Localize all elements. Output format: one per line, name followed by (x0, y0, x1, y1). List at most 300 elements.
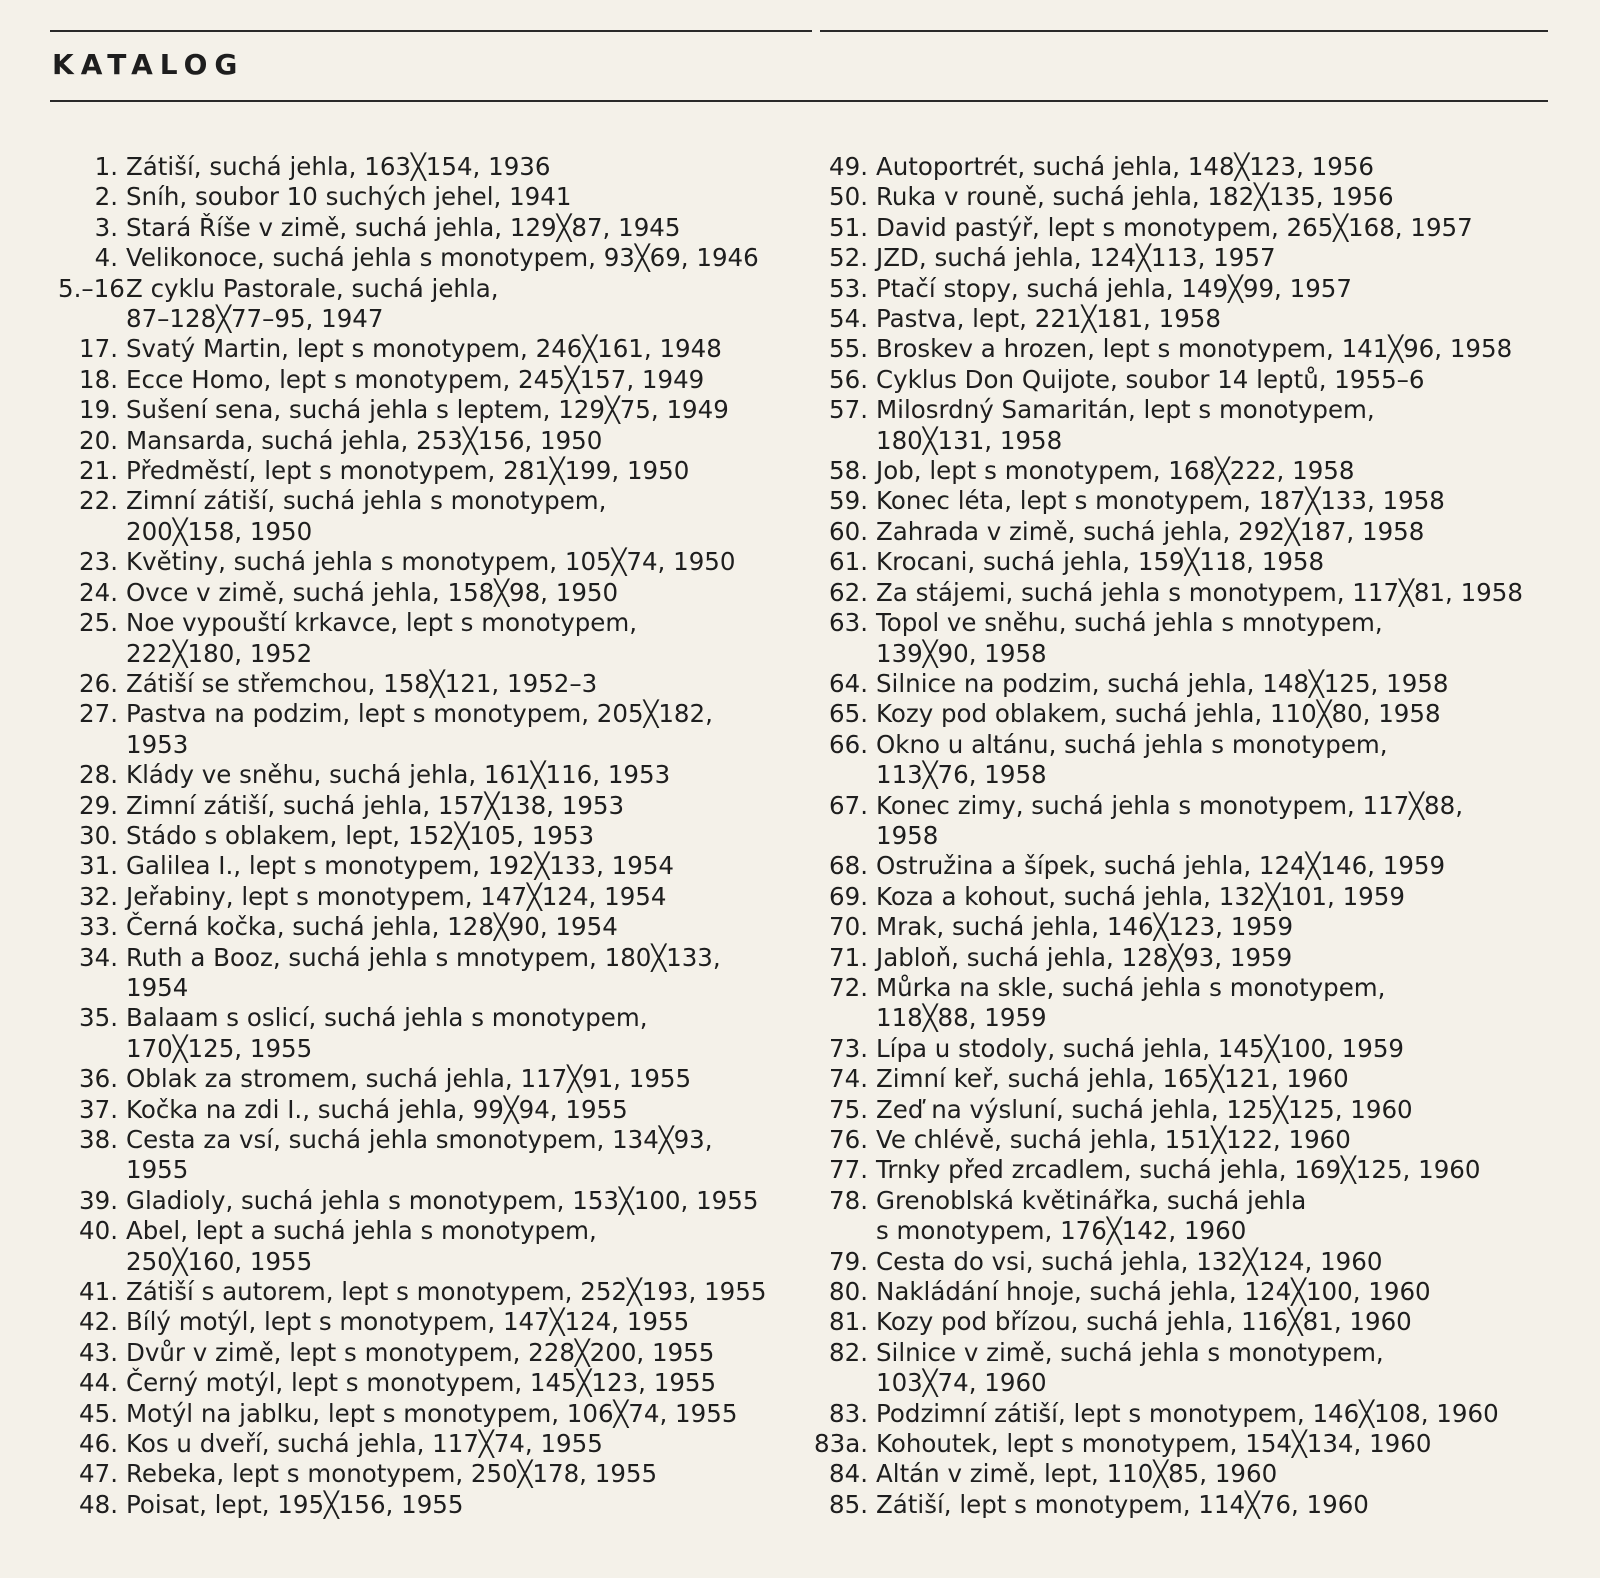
entry-number: 1. (94, 152, 118, 181)
entry-line: Černá kočka, suchá jehla, 128╳90, 1954 (126, 912, 618, 942)
entry-number: 24. (79, 577, 118, 607)
entry-number: 45. (79, 1398, 118, 1428)
catalog-entry (58, 426, 810, 456)
entry-text (876, 1459, 1548, 1489)
entry-number: 49. (829, 152, 868, 181)
entry-line: Cesta do vsi, suchá jehla, 132╳124, 1960 (876, 1246, 1383, 1276)
entry-text (876, 395, 1548, 456)
entry-text (876, 456, 1548, 486)
entry-number: 43. (79, 1337, 118, 1367)
catalog-entry (808, 730, 1548, 791)
entry-text (876, 973, 1548, 1034)
entry-line: Sušení sena, suchá jehla s leptem, 129╳75, 1949 (126, 395, 729, 425)
entry-line: 1953 (126, 729, 189, 759)
catalog-entry (808, 1155, 1548, 1185)
entry-number: 84. (829, 1459, 868, 1489)
entry-number: 51. (829, 212, 868, 242)
entry-number: 17. (79, 334, 118, 364)
catalog-entry (808, 365, 1548, 395)
entry-line: s monotypem, 176╳142, 1960 (876, 1216, 1247, 1246)
catalog-entry (808, 1125, 1548, 1155)
entry-text (126, 334, 810, 364)
catalog-entry (808, 851, 1548, 881)
entry-text (126, 578, 810, 608)
entry-text (126, 456, 810, 486)
entry-text (876, 1064, 1548, 1094)
entry-line: Topol ve sněhu, suchá jehla s mnotypem, (876, 608, 1383, 638)
entry-line: Podzimní zátiší, lept s monotypem, 146╳108, 1960 (876, 1398, 1499, 1428)
catalog-entry (58, 943, 810, 1004)
entry-line: Klády ve sněhu, suchá jehla, 161╳116, 1953 (126, 760, 671, 790)
entry-text (126, 365, 810, 395)
entry-text (126, 912, 810, 942)
catalog-entry (808, 486, 1548, 516)
entry-text (876, 1490, 1548, 1520)
entry-line: 180╳131, 1958 (876, 425, 1063, 455)
entry-number: 48. (79, 1489, 118, 1519)
entry-text (126, 669, 810, 699)
entry-number: 73. (829, 1033, 868, 1063)
entry-line: Zátiší se střemchou, 158╳121, 1952–3 (126, 668, 598, 698)
entry-line: Zátiší s autorem, lept s monotypem, 252╳193, 1955 (126, 1277, 767, 1307)
entry-text (876, 365, 1548, 395)
entry-number: 34. (79, 942, 118, 972)
entry-text (876, 243, 1548, 273)
catalog-entry (58, 791, 810, 821)
catalog-column-right (808, 152, 1548, 1520)
catalog-entry (58, 1429, 810, 1459)
entry-line: Silnice v zimě, suchá jehla s monotypem, (876, 1337, 1384, 1367)
entry-line: Okno u altánu, suchá jehla s monotypem, (876, 729, 1388, 759)
entry-line: Předměstí, lept s monotypem, 281╳199, 1950 (126, 456, 690, 486)
entry-number: 32. (79, 881, 118, 911)
entry-number: 27. (79, 699, 118, 729)
entry-line: Mrak, suchá jehla, 146╳123, 1959 (876, 912, 1294, 942)
entry-text (126, 486, 810, 547)
entry-text (126, 1399, 810, 1429)
catalog-entry (58, 608, 810, 669)
catalog-entry (58, 243, 810, 273)
catalog-entry (808, 152, 1548, 182)
entry-line: Altán v zimě, lept, 110╳85, 1960 (876, 1459, 1278, 1489)
catalog-entry (58, 456, 810, 486)
entry-text (126, 1095, 810, 1125)
entry-line: Ostružina a šípek, suchá jehla, 124╳146, 1959 (876, 851, 1446, 881)
entry-text (126, 1125, 810, 1186)
entry-text (876, 486, 1548, 516)
entry-line: 113╳76, 1958 (876, 760, 1047, 790)
entry-line: 1955 (126, 1155, 189, 1185)
entry-number: 60. (829, 516, 868, 546)
entry-text (876, 1307, 1548, 1337)
entry-text (126, 851, 810, 881)
entry-number: 46. (79, 1429, 118, 1459)
entry-text (876, 1034, 1548, 1064)
entry-text (126, 274, 810, 335)
entry-text (876, 882, 1548, 912)
catalog-entry (808, 1429, 1548, 1459)
entry-number: 36. (79, 1064, 118, 1094)
entry-line: Oblak za stromem, suchá jehla, 117╳91, 1955 (126, 1064, 692, 1094)
entry-number: 72. (829, 972, 868, 1002)
entry-number: 30. (79, 820, 118, 850)
entry-number: 52. (829, 243, 868, 273)
catalog-entry (808, 517, 1548, 547)
catalog-entry (808, 304, 1548, 334)
entry-number: 67. (829, 790, 868, 820)
entry-line: Abel, lept a suchá jehla s monotypem, (126, 1216, 597, 1246)
catalog-entry (58, 1216, 810, 1277)
entry-text (876, 547, 1548, 577)
entry-line: 87–128╳77–95, 1947 (126, 304, 384, 334)
entry-text (876, 1247, 1548, 1277)
entry-text (876, 304, 1548, 334)
catalog-entry (58, 1277, 810, 1307)
catalog-entry (58, 1399, 810, 1429)
entry-text (876, 152, 1548, 182)
entry-text (876, 274, 1548, 304)
entry-text (126, 1368, 810, 1398)
entry-text (126, 1064, 810, 1094)
entry-line: Zeď na výsluní, suchá jehla, 125╳125, 1960 (876, 1094, 1413, 1124)
entry-line: David pastýř, lept s monotypem, 265╳168, 1957 (876, 212, 1473, 242)
entry-line: 200╳158, 1950 (126, 516, 313, 546)
entry-line: Ruka v rouně, suchá jehla, 182╳135, 1956 (876, 182, 1394, 212)
entry-line: Kozy pod oblakem, suchá jehla, 110╳80, 1958 (876, 699, 1441, 729)
entry-text (876, 1186, 1548, 1247)
entry-line: 103╳74, 1960 (876, 1368, 1047, 1398)
entry-text (876, 1095, 1548, 1125)
catalog-entry (808, 1338, 1548, 1399)
catalog-entry (808, 1247, 1548, 1277)
entry-number: 58. (829, 456, 868, 486)
entry-number: 61. (829, 547, 868, 577)
catalog-entry (58, 1490, 810, 1520)
entry-line: Noe vypouští krkavce, lept s monotypem, (126, 608, 637, 638)
catalog-entry (808, 1277, 1548, 1307)
entry-line: Jabloň, suchá jehla, 128╳93, 1959 (876, 942, 1293, 972)
entry-line: Zátiší, lept s monotypem, 114╳76, 1960 (876, 1489, 1369, 1519)
entry-text (126, 1338, 810, 1368)
entry-number: 78. (829, 1185, 868, 1215)
entry-line: Autoportrét, suchá jehla, 148╳123, 1956 (876, 152, 1374, 181)
entry-number: 76. (829, 1125, 868, 1154)
catalog-entry (808, 943, 1548, 973)
entry-number: 37. (79, 1094, 118, 1124)
entry-number: 79. (829, 1246, 868, 1276)
entry-line: 170╳125, 1955 (126, 1033, 313, 1063)
entry-line: Poisat, lept, 195╳156, 1955 (126, 1489, 464, 1519)
entry-number: 83a. (814, 1429, 868, 1459)
entry-line: Silnice na podzim, suchá jehla, 148╳125, 1958 (876, 668, 1449, 698)
entry-line: Rebeka, lept s monotypem, 250╳178, 1955 (126, 1459, 658, 1489)
entry-number: 77. (829, 1155, 868, 1185)
entry-text (126, 395, 810, 425)
catalog-entry (58, 760, 810, 790)
entry-line: Krocani, suchá jehla, 159╳118, 1958 (876, 547, 1325, 577)
catalog-entry (58, 213, 810, 243)
entry-number: 5.–16. (58, 273, 133, 303)
entry-number: 25. (79, 608, 118, 638)
entry-number: 19. (79, 395, 118, 425)
entry-number: 50. (829, 182, 868, 212)
catalog-entry (808, 912, 1548, 942)
catalog-entry (58, 851, 810, 881)
catalog-entry (58, 365, 810, 395)
catalog-entry (808, 1064, 1548, 1094)
catalog-entry (58, 1125, 810, 1186)
entry-number: 20. (79, 425, 118, 455)
entry-line: Za stájemi, suchá jehla s monotypem, 117╳81, 1958 (876, 577, 1523, 607)
catalog-entry (808, 1307, 1548, 1337)
entry-text (876, 1399, 1548, 1429)
entry-line: Stará Říše v zimě, suchá jehla, 129╳87, 1945 (126, 212, 681, 242)
entry-line: Zimní keř, suchá jehla, 165╳121, 1960 (876, 1064, 1349, 1094)
entry-text (876, 334, 1548, 364)
entry-text (876, 1338, 1548, 1399)
entry-number: 38. (79, 1125, 118, 1154)
catalog-entry (808, 456, 1548, 486)
entry-line: Galilea I., lept s monotypem, 192╳133, 1954 (126, 851, 675, 881)
entry-text (126, 699, 810, 760)
entry-text (876, 1155, 1548, 1185)
entry-number: 64. (829, 668, 868, 698)
entry-number: 44. (79, 1368, 118, 1398)
catalog-entry (808, 608, 1548, 669)
entry-number: 47. (79, 1459, 118, 1489)
catalog-entry (58, 882, 810, 912)
entry-text (876, 791, 1548, 852)
entry-number: 83. (829, 1398, 868, 1428)
catalog-entry (808, 274, 1548, 304)
entry-text (126, 608, 810, 669)
entry-text (876, 182, 1548, 212)
entry-line: Ecce Homo, lept s monotypem, 245╳157, 1949 (126, 364, 705, 394)
title-underline (50, 100, 1548, 102)
entry-text (126, 1429, 810, 1459)
catalog-entry (58, 821, 810, 851)
entry-line: Balaam s oslicí, suchá jehla s monotypem, (126, 1003, 648, 1033)
entry-text (126, 547, 810, 577)
entry-line: 222╳180, 1952 (126, 638, 313, 668)
entry-number: 23. (79, 547, 118, 577)
entry-line: 139╳90, 1958 (876, 638, 1047, 668)
entry-number: 35. (79, 1003, 118, 1033)
entry-line: Motýl na jablku, lept s monotypem, 106╳74, 1955 (126, 1398, 738, 1428)
entry-number: 4. (94, 243, 118, 273)
entry-line: Pastva na podzim, lept s monotypem, 205╳182, (126, 699, 713, 729)
entry-number: 80. (829, 1277, 868, 1307)
catalog-entry (58, 912, 810, 942)
entry-number: 39. (79, 1185, 118, 1215)
entry-number: 85. (829, 1489, 868, 1519)
entry-line: Job, lept s monotypem, 168╳222, 1958 (876, 456, 1355, 486)
entry-number: 56. (829, 364, 868, 394)
entry-text (876, 1429, 1548, 1459)
entry-text (876, 578, 1548, 608)
entry-text (876, 213, 1548, 243)
catalog-entry (808, 547, 1548, 577)
entry-number: 33. (79, 912, 118, 942)
entry-line: Broskev a hrozen, lept s monotypem, 141╳96, 1958 (876, 334, 1513, 364)
entry-line: Květiny, suchá jehla s monotypem, 105╳74, 1950 (126, 547, 736, 577)
catalog-entry (808, 882, 1548, 912)
entry-number: 62. (829, 577, 868, 607)
catalog-entry (58, 1368, 810, 1398)
catalog-entry (58, 152, 810, 182)
entry-line: Velikonoce, suchá jehla s monotypem, 93╳69, 1946 (126, 243, 759, 273)
entry-number: 55. (829, 334, 868, 364)
catalog-entry (58, 486, 810, 547)
entry-text (126, 1307, 810, 1337)
entry-line: Cesta za vsí, suchá jehla smonotypem, 134╳93, (126, 1125, 713, 1154)
entry-line: Lípa u stodoly, suchá jehla, 145╳100, 1959 (876, 1033, 1405, 1063)
entry-text (126, 882, 810, 912)
catalog-entry (58, 274, 810, 335)
entry-text (126, 426, 810, 456)
entry-number: 68. (829, 851, 868, 881)
entry-line: Sníh, soubor 10 suchých jehel, 1941 (126, 182, 572, 212)
catalog-entry (808, 334, 1548, 364)
entry-number: 3. (94, 212, 118, 242)
entry-text (126, 943, 810, 1004)
entry-number: 2. (94, 182, 118, 212)
entry-number: 71. (829, 942, 868, 972)
entry-line: 1954 (126, 972, 189, 1002)
entry-text (126, 1216, 810, 1277)
catalog-entry (808, 699, 1548, 729)
entry-line: Konec léta, lept s monotypem, 187╳133, 1958 (876, 486, 1445, 516)
entry-line: Ovce v zimě, suchá jehla, 158╳98, 1950 (126, 577, 619, 607)
entry-text (126, 1277, 810, 1307)
entry-text (126, 821, 810, 851)
entry-number: 31. (79, 851, 118, 881)
entry-number: 57. (829, 395, 868, 425)
catalog-entry (58, 1095, 810, 1125)
entry-text (126, 182, 810, 212)
entry-line: Ve chlévě, suchá jehla, 151╳122, 1960 (876, 1125, 1351, 1154)
entry-text (126, 152, 810, 182)
entry-line: Svatý Martin, lept s monotypem, 246╳161, 1948 (126, 334, 722, 364)
entry-number: 40. (79, 1216, 118, 1246)
entry-number: 22. (79, 486, 118, 516)
entry-line: Kohoutek, lept s monotypem, 154╳134, 1960 (876, 1429, 1432, 1459)
entry-line: Bílý motýl, lept s monotypem, 147╳124, 1955 (126, 1307, 690, 1337)
entry-line: Kočka na zdi I., suchá jehla, 99╳94, 1955 (126, 1094, 628, 1124)
catalog-entry (808, 243, 1548, 273)
entry-line: Nakládání hnoje, suchá jehla, 124╳100, 1960 (876, 1277, 1431, 1307)
entry-line: Černý motýl, lept s monotypem, 145╳123, 1955 (126, 1368, 717, 1398)
entry-line: Dvůr v zimě, lept s monotypem, 228╳200, 1955 (126, 1337, 715, 1367)
catalog-entry (58, 547, 810, 577)
catalog-entry (808, 1095, 1548, 1125)
catalog-entry (808, 791, 1548, 852)
entry-text (126, 213, 810, 243)
entry-text (876, 699, 1548, 729)
entry-number: 26. (79, 668, 118, 698)
entry-text (126, 1459, 810, 1489)
catalog-entry (58, 1459, 810, 1489)
entry-number: 63. (829, 608, 868, 638)
entry-number: 18. (79, 364, 118, 394)
entry-text (126, 1186, 810, 1216)
entry-text (876, 608, 1548, 669)
catalog-entry (58, 334, 810, 364)
entry-number: 65. (829, 699, 868, 729)
catalog-entry (58, 1003, 810, 1064)
entry-number: 54. (829, 304, 868, 334)
catalog-entry (808, 1459, 1548, 1489)
entry-line: Cyklus Don Quijote, soubor 14 leptů, 1955–6 (876, 364, 1425, 394)
entry-number: 42. (79, 1307, 118, 1337)
entry-line: Ptačí stopy, suchá jehla, 149╳99, 1957 (876, 273, 1352, 303)
entry-text (876, 912, 1548, 942)
entry-number: 81. (829, 1307, 868, 1337)
entry-line: Zimní zátiší, suchá jehla s monotypem, (126, 486, 607, 516)
entry-line: Jeřabiny, lept s monotypem, 147╳124, 1954 (126, 881, 667, 911)
entry-text (876, 669, 1548, 699)
entry-line: Grenoblská květinářka, suchá jehla (876, 1185, 1307, 1215)
entry-line: Zátiší, suchá jehla, 163╳154, 1936 (126, 152, 551, 181)
entry-number: 66. (829, 729, 868, 759)
entry-line: Z cyklu Pastorale, suchá jehla, (126, 273, 499, 303)
entry-number: 75. (829, 1094, 868, 1124)
top-rule-left (50, 30, 812, 32)
entry-line: Mansarda, suchá jehla, 253╳156, 1950 (126, 425, 603, 455)
entry-line: Můrka na skle, suchá jehla s monotypem, (876, 972, 1386, 1002)
catalog-entry (58, 1186, 810, 1216)
entry-text (126, 791, 810, 821)
catalog-entry (58, 699, 810, 760)
catalog-entry (58, 1307, 810, 1337)
entry-line: Ruth a Booz, suchá jehla s mnotypem, 180╳133, (126, 942, 721, 972)
catalog-entry (808, 182, 1548, 212)
catalog-entry (808, 213, 1548, 243)
entry-number: 53. (829, 273, 868, 303)
entry-line: Zimní zátiší, suchá jehla, 157╳138, 1953 (126, 790, 625, 820)
catalog-column-left (58, 152, 810, 1520)
entry-line: Stádo s oblakem, lept, 152╳105, 1953 (126, 820, 595, 850)
entry-text (876, 1125, 1548, 1155)
entry-line: 250╳160, 1955 (126, 1246, 313, 1276)
entry-line: JZD, suchá jehla, 124╳113, 1957 (876, 243, 1276, 273)
catalog-entry (808, 1399, 1548, 1429)
entry-number: 69. (829, 881, 868, 911)
catalog-entry (808, 973, 1548, 1034)
catalog-entry (808, 578, 1548, 608)
entry-text (876, 851, 1548, 881)
entry-line: 1958 (876, 820, 939, 850)
entry-line: Zahrada v zimě, suchá jehla, 292╳187, 1958 (876, 516, 1425, 546)
catalog-entry (808, 1034, 1548, 1064)
catalog-entry (808, 669, 1548, 699)
catalog-entry (58, 669, 810, 699)
entry-line: Kos u dveří, suchá jehla, 117╳74, 1955 (126, 1429, 603, 1459)
entry-number: 41. (79, 1277, 118, 1307)
entry-line: Konec zimy, suchá jehla s monotypem, 117╳88, (876, 790, 1463, 820)
entry-text (126, 1003, 810, 1064)
entry-number: 28. (79, 760, 118, 790)
catalog-entry (808, 1490, 1548, 1520)
entry-text (876, 1277, 1548, 1307)
entry-text (876, 943, 1548, 973)
catalog-entry (58, 1064, 810, 1094)
entry-text (876, 517, 1548, 547)
entry-number: 21. (79, 456, 118, 486)
entry-line: Pastva, lept, 221╳181, 1958 (876, 304, 1221, 334)
page-title: KATALOG (52, 48, 245, 81)
entry-line: Gladioly, suchá jehla s monotypem, 153╳100, 1955 (126, 1185, 759, 1215)
